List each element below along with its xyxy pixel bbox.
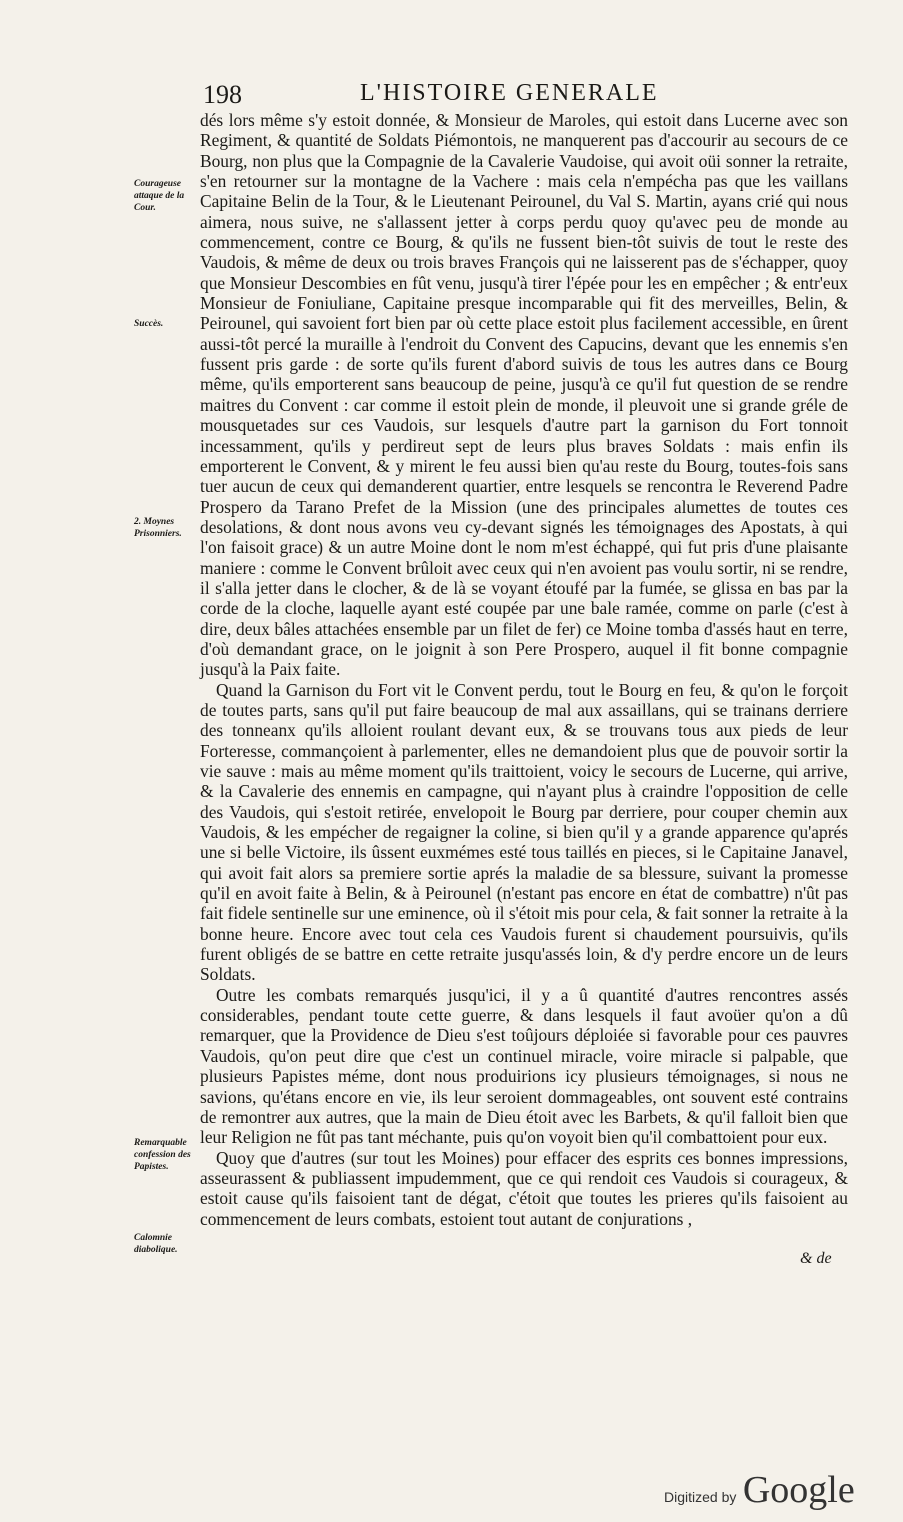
paragraph: Quand la Garnison du Fort vit le Convent perdu, tout le Bourg en feu, & qu'on le forçoit de toutes parts, sans qu'il put faire beaucoup de mal aux assaillans, qui se trainans derriere des tonneanx qu'ils alloient roulant devant eux, & se trouvans tous aux pieds de leur Forteresse, commançoient à parlementer, elles ne demandoient plus que de pouvoir sortir la vie sauve : mais au même moment qu'ils traittoient, voicy le secours de Lucerne, qui arrive, & la Cavalerie des ennemis en campagne, qui n'ayant plus à craindre l'opposition de celle des Vaudois, qui s'estoit retirée, envelopoit le Bourg par derriere, pour couper chemin aux Vaudois, & les empécher de regaigner la coline, si bien qu'il y a grande apparence qu'aprés une si belle Victoire, ils ûssent euxmémes esté tous taillés en pieces, si le Capitaine Janavel, qui avoit fait alors sa premiere sortie aprés la maladie de sa blessure, suivant la promesse qu'il en avoit faite à Belin, & à Peirounel (n'estant pas encore en état de combattre) n'ût pas fait fidele sentinelle sur une eminence, où il s'étoit mis pour cela, & fait sonner la retraite à la bonne heure. Encore avec tout cela ces Vaudois furent si chaudement poursuivis, qu'ils furent obligés de se battre en cette retraite jusqu'assés loin, & d'y perdre encore un de leurs Soldats. xyxy=(200,679,848,985)
digitized-by-watermark xyxy=(664,1468,855,1512)
paragraph: Outre les combats remarqués jusqu'ici, il y a û quantité d'autres rencontres assés considerables, pendant toute cette guerre, & dans lesquels il faut avoüer qu'on a dû remarquer, que la Providence de Dieu s'est toûjours déploiée si favorable pour ces pauvres Vaudois, qu'on peut dire que c'est un continuel miracle, voire miracle si palpable, que plusieurs Papistes méme, dont nous produirions icy plusieurs témoignages, si nous ne savions, qu'étans encore en vie, ils leur seroient dommageables, ont souvent esté contrains de remontrer aux autres, que la main de Dieu étoit avec les Barbets, & qu'il falloit bien que leur Religion ne fût pas tant méchante, puis qu'on voyoit bien qu'il combattoient pour eux. xyxy=(200,984,848,1148)
running-head: L'HISTOIRE GENERALE xyxy=(360,80,659,106)
marginal-note-monks-prisoners: 2. Moynes Prisonniers. xyxy=(134,517,182,539)
marginal-note-courageous-attack: Courageuse attaque de la Cour. xyxy=(134,179,185,213)
body-text xyxy=(200,110,848,1229)
marginal-note-calumny: Calomnie diabolique. xyxy=(134,1233,178,1255)
watermark-prefix: Digitized by xyxy=(664,1489,737,1505)
catchword: & de xyxy=(800,1250,832,1267)
google-logo: Google xyxy=(742,1469,855,1511)
marginal-note-papist-confession: Remarquable confession des Papistes. xyxy=(134,1138,191,1172)
paragraph: Quoy que d'autres (sur tout les Moines) pour effacer des esprits ces bonnes impressions, asseurassent & publiassent impudemment, que ce qui rendoit ces Vaudois si courageux, & estoit cause qu'ils faisoient tant de dégat, c'étoit que toutes les prieres qu'ils faisoient au commencement de leurs combats, estoient tout autant de conjurations , xyxy=(200,1147,848,1229)
marginal-note-success: Succès. xyxy=(134,319,164,329)
page-number: 198 xyxy=(203,80,242,109)
paragraph: dés lors même s'y estoit donnée, & Monsieur de Maroles, qui estoit dans Lucerne avec son Regiment, & quantité de Soldats Piémontois, ne manquerent pas d'accourir au secours de ce Bourg, non plus que la Compagnie de la Cavalerie Vaudoise, qui avoit oüi sonner la retraite, s'en retourner sur la montagne de la Vachere : mais cela n'empécha pas que les vaillans Capitaine Belin de la Tour, & le Lieutenant Peirounel, du Val S. Martin, ayans crié qui nous aimera, nous suive, ne s'allassent jetter à corps perdu quoy qu'avec peu de monde au commencement, contre ce Bourg, & qu'ils ne fussent bien-tôt suivis de tout le reste des Vaudois, & même de deux ou trois braves François qui ne laisserent pas de s'échapper, quoy que Monsieur Descombies en fût venu, jusqu'à tirer l'épée pour les en empêcher ; & entr'eux Monsieur de Foniuliane, Capitaine presque incomparable qui fit des merveilles, Belin, & Peirounel, qui savoient fort bien par où cette place estoit plus facilement accessible, en ûrent aussi-tôt percé la muraille à l'endroit du Convent des Capucins, devant que les ennemis s'en fussent pris garde : de sorte qu'ils furent d'abord suivis de tous les autres dans ce Bourg même, qu'ils emporterent sans beaucoup de peine, jusqu'à ce qu'il fut question de se rendre maitres du Convent : car comme il estoit plein de monde, il pleuvoit une si grande gréle de mousquetades sur ces Vaudois, sur lesquels d'autre part la garnison du Fort tonnoit incessamment, qu'ils y perdireut sept de leurs plus braves Soldats : mais enfin ils emporterent le Convent, & y mirent le feu aussi bien qu'au reste du Bourg, toutes-fois sans tuer aucun de ceux qui demanderent quartier, entre lesquels se rencontra le Reverend Padre Prospero da Tarano Prefet de la Mission (une des principales alumettes de toutes ces desolations, & dont nous avons veu cy-devant signés les témoignages des Apostats, à qui l'on faisoit grace) & un autre Moine dont le nom m'est échappé, qui fut pris d'une plaisante maniere : comme le Convent brûloit avec ceux qui n'en avoient pas voulu sortir, ni se rendre, il s'alla jetter dans le clocher, & de là se voyant étoufé par la fumée, se glissa en bas par la corde de la cloche, laquelle ayant esté coupée par une bale ramée, comme on parle (c'est à dire, deux bâles attachées ensemble par un filet de fer) ce Moine tomba d'assés haut en terre, d'où demandant grace, on le joignit à son Pere Prospero, auquel il fit bonne compagnie jusqu'à la Paix faite. xyxy=(200,110,848,680)
